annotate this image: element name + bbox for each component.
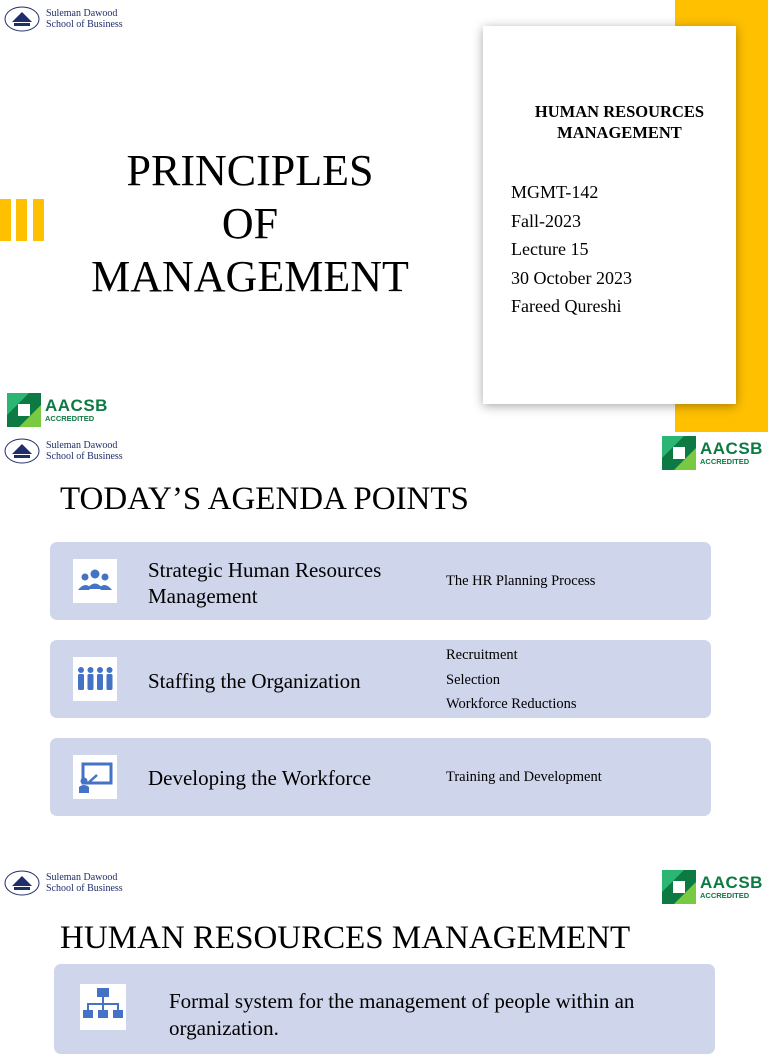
aacsb-mark-icon [7,393,41,427]
agenda-row-title-line: Strategic Human Resources [148,558,382,582]
card-heading-line: MANAGEMENT [557,123,682,142]
aacsb-sub: ACCREDITED [700,457,750,467]
aacsb-word: AACSB [700,439,763,459]
course-title-line: OF [221,199,279,248]
instructor-name: Fareed Qureshi [511,296,622,316]
aacsb-wordmark [45,397,108,423]
school-name-line: Suleman Dawood [46,871,118,883]
aacsb-logo [7,393,108,427]
agenda-heading: TODAY’S AGENDA POINTS [60,481,469,517]
agenda-row [50,542,711,620]
agenda-row-subtopics [446,643,577,717]
course-code: MGMT-142 [511,182,599,202]
aacsb-word: AACSB [45,396,108,416]
agenda-subtopic: The HR Planning Process [446,573,596,589]
lecture-details [511,178,632,321]
school-name-line: Suleman Dawood [46,439,118,451]
school-logo [4,6,123,32]
school-name-line: School of Business [46,451,123,462]
agenda-row-title [148,668,361,694]
aacsb-logo [662,436,763,470]
agenda-row-title-line: Management [148,584,258,608]
aacsb-sub: ACCREDITED [700,891,750,901]
hierarchy-icon [80,984,126,1030]
agenda-subtopic: Recruitment [446,647,518,663]
people-group-icon [73,559,117,603]
agenda-row-title [148,557,381,609]
course-title-line: PRINCIPLES [126,146,374,195]
lecture-number: Lecture 15 [511,239,589,259]
school-logo [4,870,123,896]
agenda-row [50,738,711,816]
card-heading-line: HUMAN RESOURCES [534,102,705,121]
aacsb-wordmark [700,874,763,900]
agenda-row-subtopics [446,569,595,594]
agenda-subtopic: Training and Development [446,769,602,785]
slide-title [0,0,768,432]
definition-row [54,964,715,1054]
agenda-row-subtopics [446,765,602,790]
team-icon [73,657,117,701]
school-name [46,872,123,895]
school-crest-icon [4,438,40,464]
school-crest-icon [4,870,40,896]
agenda-row [50,640,711,718]
course-title-line: MANAGEMENT [91,252,409,301]
slide-agenda [0,432,768,864]
aacsb-logo [662,870,763,904]
slide-hrm [0,864,768,1040]
school-name-line: School of Business [46,19,123,30]
presentation-icon [73,755,117,799]
aacsb-sub: ACCREDITED [45,414,95,424]
agenda-row-title [148,765,371,791]
agenda-subtopic: Workforce Reductions [446,696,577,712]
school-crest-icon [4,6,40,32]
school-name-line: Suleman Dawood [46,7,118,19]
school-logo [4,438,123,464]
course-title [60,144,440,303]
lecture-date: 30 October 2023 [511,267,632,288]
school-name [46,8,123,31]
aacsb-mark-icon [662,870,696,904]
card-heading [483,101,756,143]
hrm-heading: HUMAN RESOURCES MANAGEMENT [60,920,631,956]
aacsb-mark-icon [662,436,696,470]
aacsb-wordmark [700,440,763,466]
agenda-subtopic: Selection [446,671,500,688]
semester: Fall-2023 [511,210,581,231]
agenda-row-title-line: Staffing the Organization [148,669,361,693]
school-name [46,440,123,463]
agenda-row-title-line: Developing the Workforce [148,766,372,790]
lecture-info-card [483,26,736,404]
definition-text: Formal system for the management of people within an organization. [169,989,635,1040]
school-name-line: School of Business [46,883,123,894]
aacsb-word: AACSB [700,873,763,893]
decorative-bars [0,199,46,241]
